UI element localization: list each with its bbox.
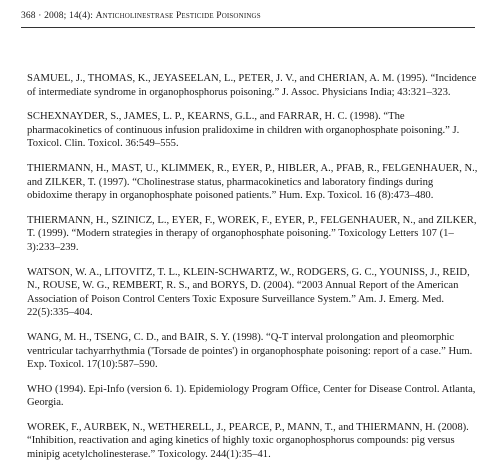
reference-samuel-1995: SAMUEL, J., THOMAS, K., JEYASEELAN, L., PETER, J. V., and CHERIAN, A. M. (1995). “Incidence of intermediate syndrome in organophosphorus poisoning.” J. Assoc. Physicians India; 43:321–323. — [27, 73, 477, 98]
running-header — [21, 10, 479, 22]
reference-thiermann-1997: THIERMANN, H., MAST, U., KLIMMEK, R., EYER, P., HIBLER, A., PFAB, R., FELGENHAUER, N., and ZILKER, T. (1997). “Cholinestrase status, pharmacokinetics and laboratory findings during obidoxime therapy in organophosphate poisoned patients.” Hum. Exp. Toxicol. 16 (8):473–480. — [27, 162, 478, 202]
reference-wang-1998: WANG, M. H., TSENG, C. D., and BAIR, S. Y. (1998). “Q-T interval prolongation and pleomorphic ventricular tachyarrhythmia ('Torsade de pointes') in organophosphate poisoning: report of a case.” Hum. Exp. Toxicol. 17(10):587–590. — [27, 331, 473, 371]
reference-who-1994: WHO (1994). Epi-Info (version 6. 1). Epidemiology Program Office, Center for Disease Control. Atlanta, Georgia. — [27, 383, 476, 409]
header-divider — [21, 27, 475, 28]
reference-worek-2008: WOREK, F., AURBEK, N., WETHERELL, J., PEARCE, P., MANN, T., and THIERMANN, H. (2008). “Inhibition, reactivation and aging kinetics of highly toxic organophosphorus compounds: pig versus minipig acetylcholinesterase.” Toxicology. 244(1):35–41. — [27, 421, 469, 461]
page-info: 368 · 2008; 14(4): — [21, 11, 96, 21]
reference-schexnayder-1998: SCHEXNAYDER, S., JAMES, L. P., KEARNS, G.L., and FARRAR, H. C. (1998). “The pharmacokinetics of continuous infusion pralidoxime in children with organophosphate poisoning.” J. Toxicol. Clin. Toxicol. 36:549–555. — [27, 111, 460, 150]
reference-thiermann-1999: THIERMANN, H., SZINICZ, L., EYER, F., WOREK, F., EYER, P., FELGENHAUER, N., and ZILKER, T. (1999). “Modern strategies in therapy of organophosphate poisoning.” Toxicology Letters 107 (1–3):233–239. — [27, 214, 477, 253]
running-title: Anticholinestrase Pesticide Poisonings — [95, 11, 261, 21]
reference-watson-2004: WATSON, W. A., LITOVITZ, T. L., KLEIN-SCHWARTZ, W., RODGERS, G. C., YOUNISS, J., REID, N., ROUSE, W. G., REMBERT, R. S., and BORYS, D. (2004). “2003 Annual Report of the American Association of Poison Control Centers Toxic Exposure Surveillance System.” Am. J. Emerg. Med. 22(5):335–404. — [27, 266, 470, 319]
reference-list — [27, 72, 479, 473]
